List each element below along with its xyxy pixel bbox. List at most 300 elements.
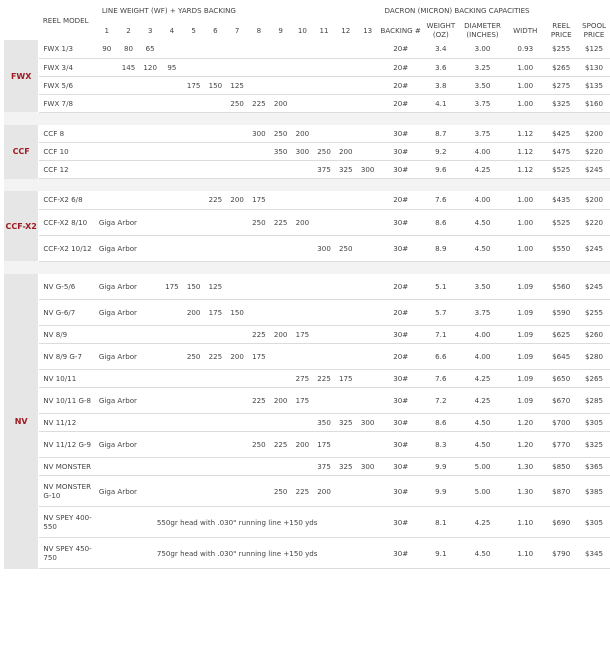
reel-price-cell: $700 [544,414,578,432]
capacity-cell: 175 [291,326,313,344]
reel-price-cell: $560 [544,274,578,300]
capacity-cell: 225 [270,209,292,235]
diameter-cell: 3.75 [459,125,507,143]
capacity-cell: 200 [226,344,248,370]
capacity-cell [226,476,248,507]
capacity-cell [357,432,379,458]
weight-cell: 8.1 [423,507,459,538]
reel-price-cell: $325 [544,94,578,112]
capacity-cell [183,58,205,76]
capacity-cell [248,274,270,300]
model-name: CCF 8 [39,125,96,143]
capacity-cell: 275 [291,370,313,388]
capacity-cell: 200 [291,209,313,235]
capacity-cell [291,300,313,326]
capacity-cell [357,344,379,370]
capacity-cell [226,235,248,261]
table-row [4,209,610,235]
capacity-cell [291,58,313,76]
capacity-cell: 65 [139,40,161,58]
header-dacron-group: DACRON (MICRON) BACKING CAPACITIES [384,5,530,15]
weight-cell: 5.1 [423,274,459,300]
capacity-cell [335,388,357,414]
header-backing: BACKING # [380,25,421,35]
arbor-label: Giga Arbor [96,344,161,370]
header-diameter: DIAMETER (INCHES) [464,21,501,39]
series-label: NV [4,274,39,569]
capacity-cell: 200 [226,191,248,209]
width-cell: 1.09 [506,300,544,326]
arbor-label: Giga Arbor [96,388,161,414]
capacity-cell [161,40,183,58]
capacity-cell [335,94,357,112]
model-name: FWX 1/3 [39,40,96,58]
capacity-cell [183,125,205,143]
capacity-cell [226,414,248,432]
reel-price-cell: $525 [544,161,578,179]
width-cell: 1.09 [506,388,544,414]
capacity-cell: 150 [226,300,248,326]
diameter-cell: 4.00 [459,326,507,344]
capacity-cell: 90 [96,40,118,58]
diameter-cell: 4.25 [459,388,507,414]
model-name: NV 11/12 [39,414,96,432]
capacity-cell [161,458,183,476]
model-name: NV 10/11 [39,370,96,388]
capacity-cell: 350 [313,414,335,432]
backing-cell: 30# [379,161,423,179]
diameter-cell: 4.25 [459,370,507,388]
spool-price-cell: $255 [578,300,610,326]
capacity-cell [139,326,161,344]
table-row [4,326,610,344]
capacity-cell [270,76,292,94]
diameter-cell: 4.00 [459,344,507,370]
capacity-cell [248,458,270,476]
capacity-cell [161,432,183,458]
diameter-cell: 3.00 [459,40,507,58]
diameter-cell: 3.75 [459,94,507,112]
capacity-cell [248,40,270,58]
backing-cell: 20# [379,191,423,209]
capacity-cell [96,161,118,179]
weight-cell: 3.6 [423,58,459,76]
capacity-cell [270,414,292,432]
capacity-cell [357,235,379,261]
capacity-cell [226,58,248,76]
model-name: FWX 7/8 [39,94,96,112]
table-row [4,40,610,58]
capacity-cell: 225 [291,476,313,507]
backing-cell: 20# [379,40,423,58]
backing-cell: 30# [379,125,423,143]
weight-cell: 9.2 [423,143,459,161]
capacity-cell [161,370,183,388]
model-name: NV 8/9 G-7 [39,344,96,370]
header-group-row [4,0,610,20]
capacity-cell [118,191,140,209]
capacity-cell [335,274,357,300]
capacity-cell [139,370,161,388]
spool-price-cell: $280 [578,344,610,370]
header-line-weight-7: 7 [234,25,240,35]
diameter-cell: 4.00 [459,191,507,209]
weight-cell: 8.9 [423,235,459,261]
diameter-cell: 3.50 [459,76,507,94]
capacity-cell: 175 [183,76,205,94]
header-weight: WEIGHT (OZ) [426,21,456,39]
series-label: CCF-X2 [4,191,39,261]
capacity-cell [357,300,379,326]
capacity-cell [291,94,313,112]
reel-price-cell: $550 [544,235,578,261]
diameter-cell: 3.75 [459,300,507,326]
width-cell: 1.00 [506,191,544,209]
capacity-cell [226,209,248,235]
table-row [4,370,610,388]
arbor-label: Giga Arbor [96,235,161,261]
spool-price-cell: $135 [578,76,610,94]
capacity-cell [357,370,379,388]
width-cell: 1.00 [506,76,544,94]
capacity-cell [291,191,313,209]
spool-price-cell: $345 [578,538,610,569]
capacity-cell [183,143,205,161]
backing-cell: 30# [379,388,423,414]
capacity-cell [313,344,335,370]
model-name: NV MONSTER G-10 [39,476,96,507]
diameter-cell: 5.00 [459,476,507,507]
weight-cell: 9.9 [423,458,459,476]
capacity-cell: 250 [248,432,270,458]
reel-price-cell: $670 [544,388,578,414]
capacity-cell [226,143,248,161]
table-row [4,143,610,161]
capacity-cell [96,370,118,388]
backing-cell: 20# [379,76,423,94]
capacity-cell: 250 [183,344,205,370]
capacity-cell: 225 [313,370,335,388]
capacity-cell [335,58,357,76]
header-line-weight-3: 3 [147,25,153,35]
capacity-cell [313,94,335,112]
capacity-cell: 225 [205,344,227,370]
diameter-cell: 3.50 [459,274,507,300]
capacity-cell [118,161,140,179]
capacity-cell [226,40,248,58]
spool-price-cell: $285 [578,388,610,414]
weight-cell: 7.1 [423,326,459,344]
capacity-cell: 225 [248,94,270,112]
spool-price-cell: $200 [578,191,610,209]
capacity-cell [270,235,292,261]
header-line-weight-1: 1 [104,25,109,35]
capacity-cell: 325 [335,414,357,432]
capacity-cell [96,326,118,344]
capacity-cell: 225 [248,326,270,344]
capacity-cell: 175 [161,274,183,300]
spool-price-cell: $260 [578,326,610,344]
capacity-cell [291,40,313,58]
capacity-cell [335,326,357,344]
weight-cell: 8.7 [423,125,459,143]
capacity-cell [248,476,270,507]
capacity-cell [226,388,248,414]
capacity-cell: 250 [270,476,292,507]
capacity-cell [226,125,248,143]
spool-price-cell: $245 [578,274,610,300]
capacity-cell [161,326,183,344]
capacity-cell: 300 [313,235,335,261]
header-sub-row [4,20,610,40]
capacity-cell [313,125,335,143]
capacity-cell: 200 [291,125,313,143]
table-row [4,300,610,326]
table-row [4,58,610,76]
capacity-cell [118,76,140,94]
capacity-cell [335,76,357,94]
capacity-cell [205,58,227,76]
arbor-label: Giga Arbor [96,274,161,300]
width-cell: 0.93 [506,40,544,58]
capacity-cell [357,58,379,76]
header-line-weight-10: 10 [297,25,307,35]
arbor-label: Giga Arbor [96,300,161,326]
capacity-cell [335,125,357,143]
capacity-cell [161,191,183,209]
group-spacer [4,261,610,274]
width-cell: 1.30 [506,458,544,476]
capacity-cell [139,458,161,476]
model-name: CCF-X2 8/10 [39,209,96,235]
capacity-cell [357,476,379,507]
capacity-cell [291,76,313,94]
capacity-cell: 225 [270,432,292,458]
backing-cell: 30# [379,235,423,261]
capacity-cell [183,94,205,112]
capacity-cell [205,143,227,161]
capacity-cell [161,388,183,414]
model-name: FWX 5/6 [39,76,96,94]
diameter-cell: 4.00 [459,143,507,161]
arbor-label: Giga Arbor [96,476,161,507]
capacity-cell [161,161,183,179]
capacity-cell [183,432,205,458]
reel-price-cell: $265 [544,58,578,76]
header-line-weight-5: 5 [191,25,196,35]
capacity-cell [335,344,357,370]
reel-price-cell: $475 [544,143,578,161]
model-name: NV G-5/6 [39,274,96,300]
backing-cell: 20# [379,58,423,76]
reel-price-cell: $790 [544,538,578,569]
reel-price-cell: $255 [544,40,578,58]
capacity-cell [183,476,205,507]
header-line-weight-4: 4 [169,25,175,35]
capacity-cell [139,76,161,94]
spool-price-cell: $130 [578,58,610,76]
model-name: CCF 10 [39,143,96,161]
width-cell: 1.12 [506,161,544,179]
capacity-cell: 375 [313,161,335,179]
capacity-cell [183,370,205,388]
spool-price-cell: $245 [578,161,610,179]
capacity-cell [270,370,292,388]
header-line-weight-group: LINE WEIGHT (WF) + YARDS BACKING [101,5,236,15]
capacity-cell [357,326,379,344]
width-cell: 1.09 [506,370,544,388]
capacity-cell [335,40,357,58]
capacity-cell [291,235,313,261]
header-line-weight-12: 12 [341,25,351,35]
reel-price-cell: $870 [544,476,578,507]
model-name: NV MONSTER [39,458,96,476]
capacity-cell [96,125,118,143]
capacity-cell [226,274,248,300]
capacity-cell [313,274,335,300]
capacity-cell: 375 [313,458,335,476]
capacity-cell [205,40,227,58]
capacity-cell [161,94,183,112]
backing-cell: 30# [379,432,423,458]
capacity-cell: 200 [313,476,335,507]
capacity-cell [248,300,270,326]
table-row [4,125,610,143]
capacity-cell [205,235,227,261]
capacity-cell: 250 [313,143,335,161]
capacity-cell: 200 [270,388,292,414]
capacity-cell: 125 [205,274,227,300]
backing-cell: 30# [379,326,423,344]
capacity-cell [270,58,292,76]
capacity-cell [226,326,248,344]
model-name: CCF 12 [39,161,96,179]
diameter-cell: 4.50 [459,432,507,458]
capacity-cell [96,76,118,94]
diameter-cell: 4.25 [459,161,507,179]
diameter-cell: 5.00 [459,458,507,476]
model-name: CCF-X2 10/12 [39,235,96,261]
capacity-cell [291,344,313,370]
reel-price-cell: $590 [544,300,578,326]
width-cell: 1.10 [506,507,544,538]
spool-price-cell: $325 [578,432,610,458]
spool-price-cell: $200 [578,125,610,143]
series-label: FWX [4,40,39,112]
capacity-cell [205,476,227,507]
capacity-cell [118,326,140,344]
capacity-cell [248,414,270,432]
capacity-cell [248,76,270,94]
capacity-cell: 125 [226,76,248,94]
capacity-cell [270,274,292,300]
capacity-cell: 175 [313,432,335,458]
capacity-cell [313,58,335,76]
width-cell: 1.00 [506,209,544,235]
capacity-cell [161,344,183,370]
table-row [4,76,610,94]
capacity-cell: 250 [248,209,270,235]
capacity-cell [161,300,183,326]
capacity-cell [248,370,270,388]
table-row [4,344,610,370]
arbor-label: Giga Arbor [96,209,161,235]
capacity-cell [139,414,161,432]
series-label: CCF [4,125,39,179]
table-row [4,414,610,432]
capacity-cell [270,300,292,326]
weight-cell: 9.6 [423,161,459,179]
capacity-cell: 120 [139,58,161,76]
capacity-cell [335,300,357,326]
width-cell: 1.12 [506,125,544,143]
capacity-cell [183,191,205,209]
width-cell: 1.00 [506,94,544,112]
table-row [4,432,610,458]
capacity-cell [357,143,379,161]
table-row [4,476,610,507]
backing-cell: 20# [379,300,423,326]
capacity-cell [183,414,205,432]
weight-cell: 9.9 [423,476,459,507]
capacity-cell [291,274,313,300]
model-name: NV G-6/7 [39,300,96,326]
capacity-cell [313,300,335,326]
capacity-cell [248,235,270,261]
capacity-cell [313,326,335,344]
capacity-cell [118,143,140,161]
weight-cell: 5.7 [423,300,459,326]
capacity-cell [139,191,161,209]
capacity-cell [291,161,313,179]
weight-cell: 8.3 [423,432,459,458]
model-name: NV 10/11 G-8 [39,388,96,414]
backing-cell: 30# [379,370,423,388]
capacity-cell [248,143,270,161]
capacity-cell [291,414,313,432]
backing-cell: 30# [379,143,423,161]
weight-cell: 7.2 [423,388,459,414]
spool-price-cell: $220 [578,143,610,161]
capacity-cell [357,274,379,300]
backing-cell: 30# [379,507,423,538]
capacity-cell [205,388,227,414]
capacity-cell [357,76,379,94]
capacity-cell [335,191,357,209]
capacity-cell [335,209,357,235]
width-cell: 1.09 [506,326,544,344]
capacity-cell [313,209,335,235]
capacity-cell: 225 [205,191,227,209]
width-cell: 1.00 [506,58,544,76]
capacity-cell: 175 [335,370,357,388]
width-cell: 1.12 [506,143,544,161]
header-line-weight-13: 13 [363,25,373,35]
capacity-cell [96,143,118,161]
capacity-cell [270,40,292,58]
diameter-cell: 4.50 [459,538,507,569]
capacity-cell [205,432,227,458]
model-name: NV SPEY 400-550 [39,507,96,538]
capacity-cell [96,191,118,209]
diameter-cell: 4.50 [459,209,507,235]
table-row [4,235,610,261]
capacity-cell: 250 [335,235,357,261]
model-name: NV 8/9 [39,326,96,344]
width-cell: 1.20 [506,414,544,432]
capacity-cell [226,458,248,476]
capacity-cell [205,209,227,235]
